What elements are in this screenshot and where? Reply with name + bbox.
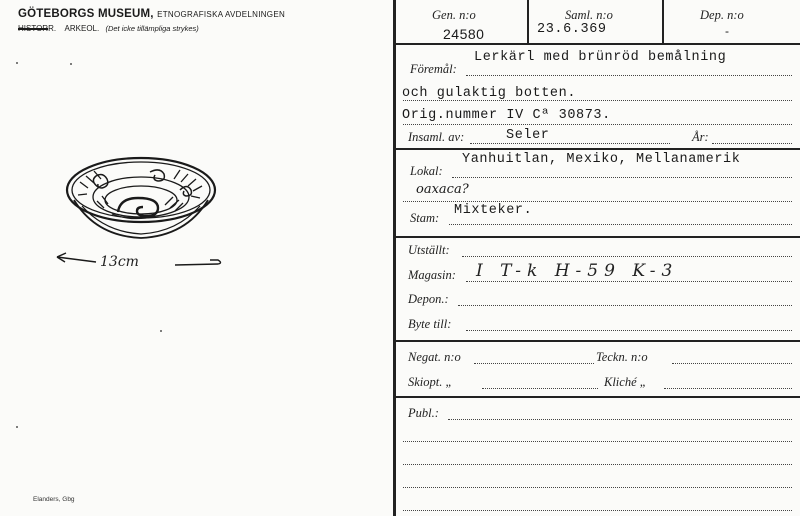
speck xyxy=(160,330,162,332)
lokal-handwritten: oaxaca? xyxy=(416,182,469,197)
section-divider-2 xyxy=(393,236,800,238)
dotted-line xyxy=(466,330,792,331)
dotted-line xyxy=(403,487,792,488)
gen-number-value: 24580 xyxy=(443,26,485,42)
negat-label: Negat. n:o xyxy=(408,350,461,364)
dotted-line xyxy=(452,177,792,178)
insaml-label: Insaml. av: xyxy=(408,130,465,144)
dotted-line xyxy=(466,75,792,76)
scale-annotation: 13cm xyxy=(100,254,139,270)
speck xyxy=(70,63,72,65)
department: ETNOGRAFISKA AVDELNINGEN xyxy=(157,10,286,19)
saml-number-value: 23.6.369 xyxy=(537,22,607,37)
dotted-line xyxy=(470,143,670,144)
teckn-label: Teckn. n:o xyxy=(596,350,648,364)
struck-category: HISTOR xyxy=(18,24,49,33)
dotted-line xyxy=(664,388,792,389)
column-divider-1 xyxy=(527,0,529,44)
publ-label: Publ.: xyxy=(408,406,439,420)
category-line: HISTORR. ARKEOL. (Det icke tillämpliga strykes) xyxy=(18,24,199,33)
printer-imprint: Elanders, Gbg xyxy=(33,496,75,503)
dotted-line xyxy=(403,124,792,125)
orig-number: Orig.nummer IV Cª 30873. xyxy=(402,108,611,123)
utstallt-label: Utställt: xyxy=(408,243,450,257)
archaeology-label: ARKEOL. xyxy=(64,24,100,33)
dotted-line xyxy=(672,363,792,364)
card-left-border xyxy=(393,0,396,516)
depon-label: Depon.: xyxy=(408,292,449,306)
ar-label: År: xyxy=(692,130,709,144)
skiopt-label: Skiopt. „ xyxy=(408,375,453,389)
dotted-line xyxy=(403,441,792,442)
kliche-label: Kliché „ xyxy=(604,375,647,389)
dep-number-label: Dep. n:o xyxy=(700,8,744,22)
dotted-line xyxy=(403,464,792,465)
dotted-line xyxy=(448,419,792,420)
dep-number-value: - xyxy=(725,24,729,38)
dotted-line xyxy=(462,256,792,257)
dotted-line xyxy=(712,143,792,144)
dotted-line xyxy=(474,363,594,364)
dotted-line xyxy=(458,305,792,306)
lokal-value: Yanhuitlan, Mexiko, Mellanamerik xyxy=(462,152,741,167)
speck xyxy=(16,426,18,428)
dotted-line xyxy=(449,224,792,225)
section-divider-4 xyxy=(393,396,800,398)
section-divider-3 xyxy=(393,340,800,342)
stam-label: Stam: xyxy=(410,211,440,225)
foremal-line-2: och gulaktig botten. xyxy=(402,86,577,101)
dotted-line xyxy=(403,510,792,511)
museum-name: GÖTEBORGS MUSEUM, ETNOGRAFISKA AVDELNINGEN xyxy=(18,8,286,20)
magasin-label: Magasin: xyxy=(408,268,456,282)
insaml-value: Seler xyxy=(506,128,550,143)
header-divider xyxy=(393,43,800,45)
column-divider-2 xyxy=(662,0,664,44)
dotted-line xyxy=(466,281,792,282)
gen-number-label: Gen. n:o xyxy=(432,8,476,22)
section-divider-1 xyxy=(393,148,800,150)
dotted-line xyxy=(403,201,792,202)
magasin-value: I T-k H-59 K-3 xyxy=(476,261,679,281)
foremal-label: Föremål: xyxy=(410,62,457,76)
byte-label: Byte till: xyxy=(408,317,452,331)
stam-value: Mixteker. xyxy=(454,203,533,218)
foremal-line-1: Lerkärl med brünröd bemålning xyxy=(474,50,727,65)
speck xyxy=(16,62,18,64)
strike-note: (Det icke tillämpliga strykes) xyxy=(105,24,199,33)
saml-number-label: Saml. n:o xyxy=(565,8,613,22)
lokal-label: Lokal: xyxy=(410,164,443,178)
dotted-line xyxy=(482,388,598,389)
